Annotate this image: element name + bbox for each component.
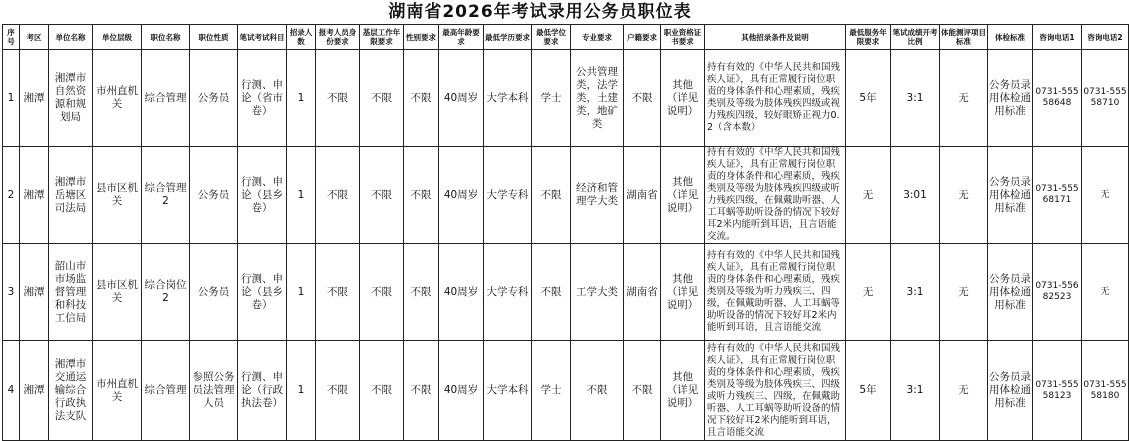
header-cell: 单位层级	[93, 25, 142, 50]
recruit-count: 1	[287, 147, 316, 244]
header-row	[3, 25, 1129, 50]
min-education: 大学专科	[484, 147, 532, 244]
physical-standard: 公务员录用体检通用标准	[988, 147, 1033, 244]
row-number: 2	[3, 147, 20, 244]
exam-ratio: 3:1	[891, 341, 940, 441]
gender-requirement: 不限	[404, 244, 439, 341]
work-years-requirement: 不限	[360, 50, 404, 147]
phone-2: 0731-55558710	[1082, 50, 1129, 147]
physical-standard: 公务员录用体检通用标准	[988, 50, 1033, 147]
position-name: 综合管理2	[142, 147, 190, 244]
position-nature: 公务员	[190, 147, 238, 244]
position-nature: 参照公务员法管理人员	[190, 341, 238, 441]
exam-ratio: 3:1	[891, 50, 940, 147]
phone-1: 0731-55682523	[1033, 244, 1082, 341]
fitness-test: 无	[940, 50, 988, 147]
unit-level: 市州直机关	[93, 341, 142, 441]
fitness-test: 无	[940, 244, 988, 341]
huji-requirement: 湖南省	[624, 147, 661, 244]
header-cell: 最高年龄要求	[439, 25, 484, 50]
exam-area: 湘潭	[20, 50, 49, 147]
exam-area: 湘潭	[20, 244, 49, 341]
work-years-requirement: 不限	[360, 341, 404, 441]
exam-area: 湘潭	[20, 341, 49, 441]
fitness-test: 无	[940, 341, 988, 441]
service-years: 5年	[846, 341, 891, 441]
page-title: 湖南省2026年考试录用公务员职位表	[388, 2, 692, 22]
other-conditions: 持有有效的《中华人民共和国残疾人证》，具有正常履行岗位职责的身体条件和心理素质，残疾类别及等级为听力残疾三、四级，在佩戴助听器、人工耳蜗等助听设备的情况下较好耳2米内能听到耳语，且言语能交流	[705, 244, 846, 341]
phone-1: 0731-55558648	[1033, 50, 1082, 147]
fitness-test: 无	[940, 147, 988, 244]
table-row	[3, 147, 1129, 244]
header-cell: 笔试成绩开考比例	[891, 25, 940, 50]
header-cell: 咨询电话1	[1033, 25, 1082, 50]
unit-name: 湘潭市交通运输综合行政执法支队	[49, 341, 93, 441]
header-cell: 性别要求	[404, 25, 439, 50]
identity-requirement: 不限	[316, 244, 360, 341]
row-number: 1	[3, 50, 20, 147]
table-row	[3, 50, 1129, 147]
unit-name: 湘潭市岳塘区司法局	[49, 147, 93, 244]
other-conditions: 持有有效的《中华人民共和国残疾人证》，具有正常履行岗位职责的身体条件和心理素质，残疾类别及等级为肢体残疾四级或视力残疾四级，较好眼矫正视力0.2（含本数）	[705, 50, 846, 147]
unit-level: 县市区机关	[93, 147, 142, 244]
header-cell: 专业要求	[571, 25, 624, 50]
unit-level: 市州直机关	[93, 50, 142, 147]
gender-requirement: 不限	[404, 50, 439, 147]
gender-requirement: 不限	[404, 341, 439, 441]
exam-subjects: 行测、申论（县乡卷）	[238, 244, 287, 341]
major-requirement: 工学大类	[571, 244, 624, 341]
header-cell: 体检标准	[988, 25, 1033, 50]
header-cell: 职位性质	[190, 25, 238, 50]
certificate-requirement: 其他（详见说明）	[661, 50, 705, 147]
max-age: 40周岁	[439, 341, 484, 441]
exam-ratio: 3:1	[891, 244, 940, 341]
position-nature: 公务员	[190, 50, 238, 147]
header-cell: 报考人员身份要求	[316, 25, 360, 50]
row-number: 4	[3, 341, 20, 441]
position-name: 综合管理	[142, 50, 190, 147]
huji-requirement: 不限	[624, 50, 661, 147]
service-years: 无	[846, 244, 891, 341]
header-cell: 最低学历要求	[484, 25, 532, 50]
min-education: 大学本科	[484, 50, 532, 147]
physical-standard: 公务员录用体检通用标准	[988, 341, 1033, 441]
header-cell: 职业资格证书要求	[661, 25, 705, 50]
service-years: 无	[846, 147, 891, 244]
max-age: 40周岁	[439, 147, 484, 244]
huji-requirement: 不限	[624, 341, 661, 441]
gender-requirement: 不限	[404, 147, 439, 244]
unit-level: 县市区机关	[93, 244, 142, 341]
row-number: 3	[3, 244, 20, 341]
min-degree: 学士	[532, 50, 571, 147]
table-row	[3, 341, 1129, 441]
certificate-requirement: 其他（详见说明）	[661, 341, 705, 441]
exam-area: 湘潭	[20, 147, 49, 244]
header-cell: 单位名称	[49, 25, 93, 50]
header-cell: 体能测评项目标准	[940, 25, 988, 50]
service-years: 5年	[846, 50, 891, 147]
phone-1: 0731-55568171	[1033, 147, 1082, 244]
header-cell: 考区	[20, 25, 49, 50]
other-conditions: 持有有效的《中华人民共和国残疾人证》，具有正常履行岗位职责的身体条件和心理素质，残疾类别及等级为肢体残疾四级或听力残疾四级，在佩戴助听器、人工耳蜗等助听设备的情况下较好耳2米内能听到耳语，且言语能交流。	[705, 147, 846, 244]
identity-requirement: 不限	[316, 341, 360, 441]
major-requirement: 经济和管理学大类	[571, 147, 624, 244]
work-years-requirement: 不限	[360, 244, 404, 341]
physical-standard: 公务员录用体检通用标准	[988, 244, 1033, 341]
position-name: 综合岗位2	[142, 244, 190, 341]
min-degree: 不限	[532, 244, 571, 341]
max-age: 40周岁	[439, 244, 484, 341]
major-requirement: 不限	[571, 341, 624, 441]
huji-requirement: 湖南省	[624, 244, 661, 341]
certificate-requirement: 其他（详见说明）	[661, 147, 705, 244]
header-cell: 序号	[3, 25, 20, 50]
table-row	[3, 244, 1129, 341]
recruit-count: 1	[287, 244, 316, 341]
phone-2: 无	[1082, 147, 1129, 244]
header-cell: 基层工作年限要求	[360, 25, 404, 50]
unit-name: 韶山市市场监督管理和科技工信局	[49, 244, 93, 341]
certificate-requirement: 其他（详见说明）	[661, 244, 705, 341]
header-cell: 咨询电话2	[1082, 25, 1129, 50]
header-cell: 招录人数	[287, 25, 316, 50]
header-cell: 职位名称	[142, 25, 190, 50]
header-cell: 最低学位要求	[532, 25, 571, 50]
phone-2: 0731-55558180	[1082, 341, 1129, 441]
recruit-count: 1	[287, 341, 316, 441]
exam-subjects: 行测、申论（省市卷）	[238, 50, 287, 147]
phone-1: 0731-55558123	[1033, 341, 1082, 441]
other-conditions: 持有有效的《中华人民共和国残疾人证》，具有正常履行岗位职责的身体条件和心理素质，残疾类别及等级为肢体残疾三、四级或听力残疾三、四级，在佩戴助听器、人工耳蜗等助听设备的情况下较好耳2米内能听到耳语，且言语能交流	[705, 341, 846, 441]
position-name: 综合管理	[142, 341, 190, 441]
min-education: 大学本科	[484, 341, 532, 441]
position-nature: 公务员	[190, 244, 238, 341]
identity-requirement: 不限	[316, 50, 360, 147]
header-cell: 户籍要求	[624, 25, 661, 50]
max-age: 40周岁	[439, 50, 484, 147]
exam-subjects: 行测、申论（行政执法卷）	[238, 341, 287, 441]
work-years-requirement: 不限	[360, 147, 404, 244]
phone-2: 无	[1082, 244, 1129, 341]
recruit-count: 1	[287, 50, 316, 147]
major-requirement: 公共管理类，法学类，土建类，地矿类	[571, 50, 624, 147]
identity-requirement: 不限	[316, 147, 360, 244]
header-cell: 其他招录条件及说明	[705, 25, 846, 50]
min-degree: 学士	[532, 341, 571, 441]
exam-subjects: 行测、申论（县乡卷）	[238, 147, 287, 244]
min-education: 大学专科	[484, 244, 532, 341]
min-degree: 不限	[532, 147, 571, 244]
exam-ratio: 3:01	[891, 147, 940, 244]
header-cell: 最低服务年限要求	[846, 25, 891, 50]
position-table	[2, 24, 1129, 441]
unit-name: 湘潭市自然资源和规划局	[49, 50, 93, 147]
header-cell: 笔试考试科目	[238, 25, 287, 50]
